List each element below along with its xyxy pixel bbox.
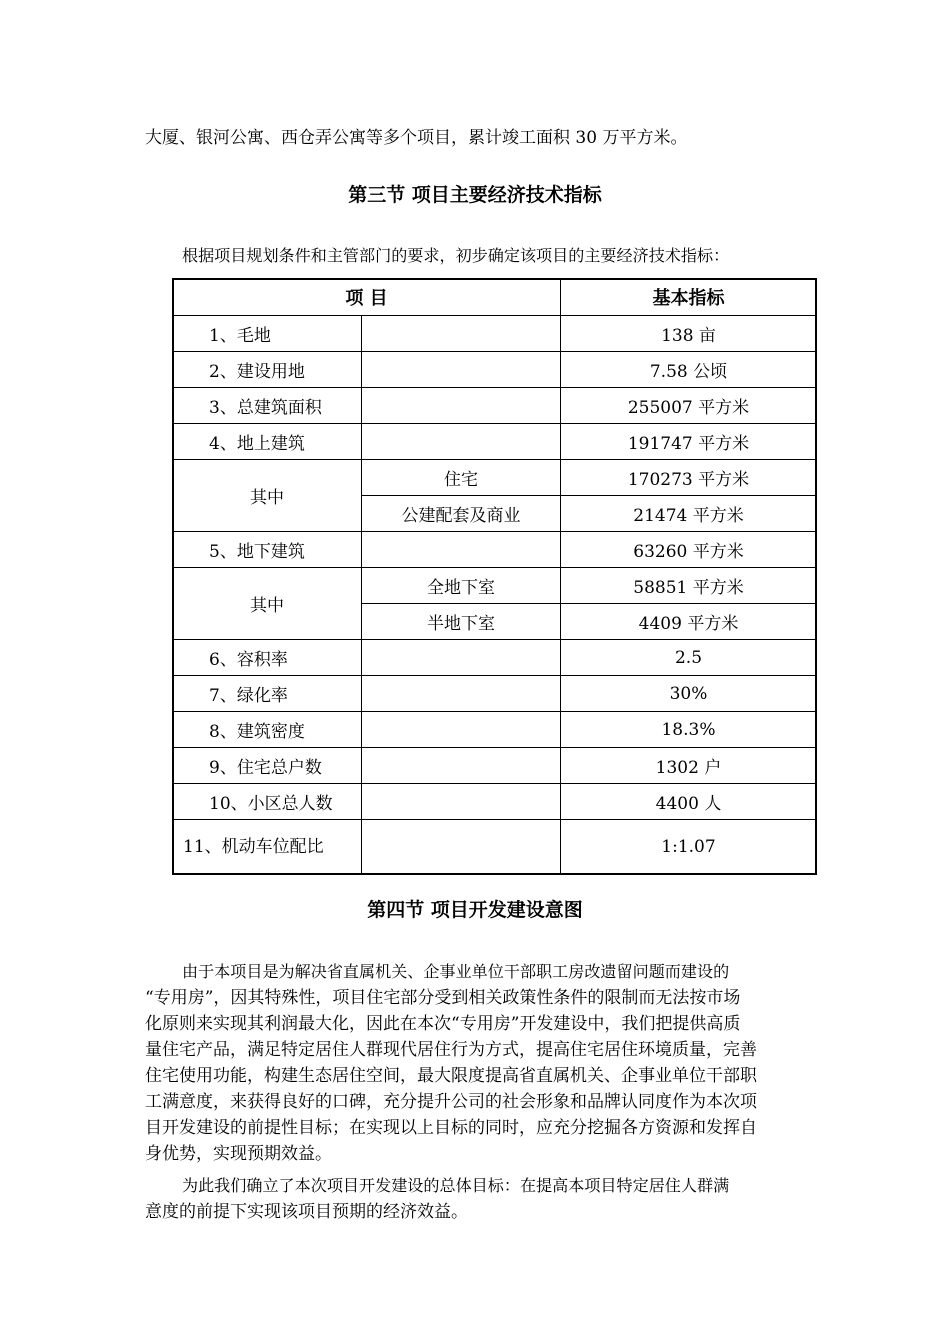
table-row-sub (361, 819, 561, 875)
table-row-sub (361, 711, 561, 748)
paragraph-2-line: 意度的前提下实现该项目预期的经济效益。 (145, 1202, 468, 1222)
table-row-sub: 住宅 (361, 459, 561, 496)
table-row-item: 4、地上建筑 (172, 423, 362, 460)
table-row-value: 58851 平方米 (560, 567, 817, 604)
table-row-item: 1、毛地 (172, 315, 362, 352)
table-row-item: 3、总建筑面积 (172, 387, 362, 424)
table-row-value: 63260 平方米 (560, 531, 817, 568)
table-row-sub (361, 531, 561, 568)
paragraph-1-line: 量住宅产品，满足特定居住人群现代居住行为方式，提高住宅居住环境质量，完善 (145, 1040, 757, 1060)
table-row-item-merged: 其中 (172, 567, 362, 640)
table-row-item: 7、绿化率 (172, 675, 362, 712)
paragraph-2-line: 为此我们确立了本次项目开发建设的总体目标：在提高本项目特定居住人群满 (182, 1176, 730, 1195)
table-row-item: 11、机动车位配比 (172, 819, 362, 875)
paragraph-1-line: 住宅使用功能，构建生态居住空间，最大限度提高省直属机关、企事业单位干部职 (145, 1066, 757, 1086)
paragraph-1-line: 工满意度，来获得良好的口碑，充分提升公司的社会形象和品牌认同度作为本次项 (145, 1092, 757, 1112)
table-row-sub (361, 315, 561, 352)
table-row-sub (361, 423, 561, 460)
table-row-value: 7.58 公顷 (560, 351, 817, 388)
table-row-sub: 全地下室 (361, 567, 561, 604)
table-row-item: 5、地下建筑 (172, 531, 362, 568)
table-row-value: 4400 人 (560, 783, 817, 820)
table-row-value: 2.5 (560, 639, 817, 676)
table-row-value: 21474 平方米 (560, 495, 817, 532)
section-3-lead: 根据项目规划条件和主管部门的要求，初步确定该项目的主要经济技术指标： (182, 246, 730, 265)
table-row-sub: 公建配套及商业 (361, 495, 561, 532)
table-header-item: 项 目 (172, 278, 561, 316)
table-row-value: 255007 平方米 (560, 387, 817, 424)
table-row-item-merged: 其中 (172, 459, 362, 532)
table-row-value: 138 亩 (560, 315, 817, 352)
table-row-item: 6、容积率 (172, 639, 362, 676)
section-3-title: 第三节 项目主要经济技术指标 (348, 184, 602, 206)
paragraph-1-line: “专用房”，因其特殊性，项目住宅部分受到相关政策性条件的限制而无法按市场 (145, 988, 741, 1008)
table-row-value: 4409 平方米 (560, 603, 817, 640)
table-row-value: 191747 平方米 (560, 423, 817, 460)
paragraph-1-line: 由于本项目是为解决省直属机关、企事业单位干部职工房改遗留问题而建设的 (182, 962, 730, 981)
paragraph-1-line: 目开发建设的前提性目标；在实现以上目标的同时，应充分挖掘各方资源和发挥自 (145, 1118, 757, 1138)
paragraph-1-line: 化原则来实现其利润最大化，因此在本次“专用房”开发建设中，我们把提供高质 (145, 1014, 741, 1034)
table-header-value: 基本指标 (560, 278, 817, 316)
table-row-value: 1302 户 (560, 747, 817, 784)
table-row-value: 170273 平方米 (560, 459, 817, 496)
table-row-value: 1:1.07 (560, 819, 817, 875)
table-row-item: 2、建设用地 (172, 351, 362, 388)
table-row-sub (361, 351, 561, 388)
section-4-title: 第四节 项目开发建设意图 (367, 899, 583, 921)
table-row-sub (361, 747, 561, 784)
table-row-sub (361, 639, 561, 676)
table-row-item: 8、建筑密度 (172, 711, 362, 748)
table-row-item: 10、小区总人数 (172, 783, 362, 820)
intro-line: 大厦、银河公寓、西仓弄公寓等多个项目，累计竣工面积 30 万平方米。 (145, 128, 688, 148)
table-row-sub (361, 387, 561, 424)
paragraph-1-line: 身优势，实现预期效益。 (145, 1144, 332, 1164)
table-row-item: 9、住宅总户数 (172, 747, 362, 784)
table-row-sub (361, 675, 561, 712)
table-row-sub (361, 783, 561, 820)
table-row-value: 30% (560, 675, 817, 712)
table-row-sub: 半地下室 (361, 603, 561, 640)
table-row-value: 18.3% (560, 711, 817, 748)
